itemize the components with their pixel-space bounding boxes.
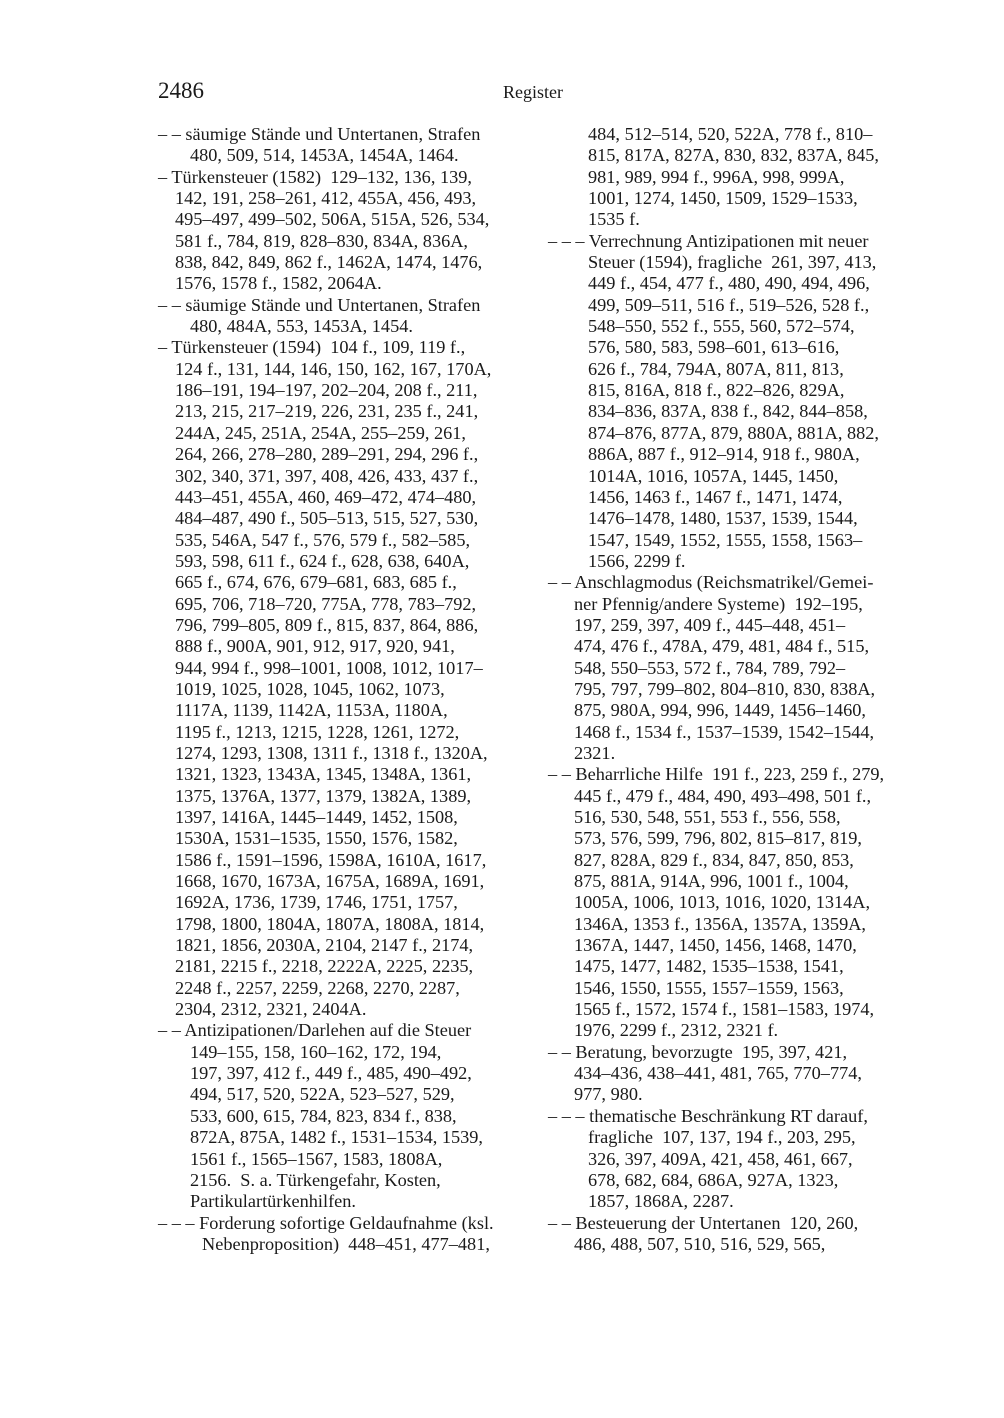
index-entry-line: 695, 706, 718–720, 775A, 778, 783–792,	[175, 593, 477, 614]
index-entry-line: 1468 f., 1534 f., 1537–1539, 1542–1544,	[574, 721, 875, 742]
index-entry-line: 665 f., 674, 676, 679–681, 683, 685 f.,	[175, 572, 457, 593]
index-entry-line: 1195 f., 1213, 1215, 1228, 1261, 1272,	[175, 721, 460, 742]
index-entry-head: – – Beratung, bevorzugte 195, 397, 421,	[548, 1041, 848, 1062]
index-entry-line: 484, 512–514, 520, 522A, 778 f., 810–	[588, 124, 873, 144]
index-entry-line: 1692A, 1736, 1739, 1746, 1751, 1757,	[175, 892, 458, 913]
index-entry-line: 548–550, 552 f., 555, 560, 572–574,	[588, 316, 855, 337]
index-entry-head: – – Beharrliche Hilfe 191 f., 223, 259 f., 279,	[548, 764, 885, 785]
index-entry-line: 834–836, 837A, 838 f., 842, 844–858,	[588, 401, 868, 422]
index-entry-line: 1476–1478, 1480, 1537, 1539, 1544,	[588, 508, 858, 529]
index-entry-line: 1346A, 1353 f., 1356A, 1357A, 1359A,	[574, 913, 866, 934]
index-entry-line: 1576, 1578 f., 1582, 2064A.	[175, 273, 382, 294]
index-entry-line: 1857, 1868A, 2287.	[588, 1191, 734, 1212]
index-entry-line: 1561 f., 1565–1567, 1583, 1808A,	[190, 1148, 443, 1169]
index-entry-line: 548, 550–553, 572 f., 784, 789, 792–	[574, 657, 846, 678]
index-entry-line: 1367A, 1447, 1450, 1456, 1468, 1470,	[574, 935, 857, 956]
index-entry-head: – – – Forderung sofortige Geldaufnahme (ksl.	[158, 1212, 494, 1233]
index-entry-line: 875, 881A, 914A, 996, 1001 f., 1004,	[574, 871, 849, 892]
index-entry-line: 1117A, 1139, 1142A, 1153A, 1180A,	[175, 700, 448, 721]
index-entry-line: 186–191, 194–197, 202–204, 208 f., 211,	[175, 380, 478, 401]
index-entry-line: 576, 580, 583, 598–601, 613–616,	[588, 337, 840, 358]
index-entry-line: 872A, 875A, 1482 f., 1531–1534, 1539,	[190, 1127, 483, 1148]
index-entry-line: 1014A, 1016, 1057A, 1445, 1450,	[588, 465, 839, 486]
index-entry-line: 197, 259, 397, 409 f., 445–448, 451–	[574, 614, 846, 635]
index-entry-line: 244A, 245, 251A, 254A, 255–259, 261,	[175, 422, 466, 443]
index-entry-line: 499, 509–511, 516 f., 519–526, 528 f.,	[588, 294, 870, 315]
index-entry-line: 516, 530, 548, 551, 553 f., 556, 558,	[574, 807, 841, 827]
index-entry-line: 1274, 1293, 1308, 1311 f., 1318 f., 1320A,	[175, 742, 488, 763]
index-entry-line: 1565 f., 1572, 1574 f., 1581–1583, 1974,	[574, 999, 875, 1020]
index-entry-line: 1668, 1670, 1673A, 1675A, 1689A, 1691,	[175, 871, 485, 892]
index-entry-line: 1547, 1549, 1552, 1555, 1558, 1563–	[588, 529, 863, 550]
index-entry-line: 445 f., 479 f., 484, 490, 493–498, 501 f.,	[574, 785, 872, 806]
index-entry-line: 796, 799–805, 809 f., 815, 837, 864, 886,	[175, 614, 479, 635]
index-entry-line: 1375, 1376A, 1377, 1379, 1382A, 1389,	[175, 785, 472, 806]
index-entry-line: 795, 797, 799–802, 804–810, 830, 838A,	[574, 678, 876, 699]
index-entry-line: 886A, 887 f., 912–914, 918 f., 980A,	[588, 444, 860, 465]
index-entry-line: 678, 682, 684, 686A, 927A, 1323,	[588, 1169, 839, 1190]
index-entry-line: 1321, 1323, 1343A, 1345, 1348A, 1361,	[175, 764, 472, 785]
index-entry-line: 494, 517, 520, 522A, 523–527, 529,	[190, 1084, 455, 1105]
index-entry-line: 326, 397, 409A, 421, 458, 461, 667,	[588, 1148, 853, 1169]
index-entry-line: 535, 546A, 547 f., 576, 579 f., 582–585,	[175, 529, 471, 550]
index-entry-line: 533, 600, 615, 784, 823, 834 f., 838,	[190, 1105, 457, 1126]
index-entry-line: 981, 989, 994 f., 996A, 998, 999A,	[588, 166, 845, 187]
index-entry-line: 1821, 1856, 2030A, 2104, 2147 f., 2174,	[175, 935, 474, 956]
index-entry-line: Partikulartürkenhilfen.	[190, 1191, 357, 1212]
index-entry-line: 1976, 2299 f., 2312, 2321 f.	[574, 1020, 779, 1041]
index-entry-line: 495–497, 499–502, 506A, 515A, 526, 534,	[175, 209, 490, 230]
index-entry-line: 944, 994 f., 998–1001, 1008, 1012, 1017–	[175, 657, 483, 678]
index-entry-line: 838, 842, 849, 862 f., 1462A, 1474, 1476,	[175, 252, 483, 273]
index-entry-line: 434–436, 438–441, 481, 765, 770–774,	[574, 1063, 862, 1084]
index-entry-line: 480, 509, 514, 1453A, 1454A, 1464.	[190, 145, 459, 166]
index-entry-line: 197, 397, 412 f., 449 f., 485, 490–492,	[190, 1063, 472, 1084]
index-entry-line: 2304, 2312, 2321, 2404A.	[175, 999, 367, 1020]
index-entry-line: 449 f., 454, 477 f., 480, 490, 494, 496,	[588, 273, 870, 294]
index-entry-line: 1397, 1416A, 1445–1449, 1452, 1508,	[175, 807, 458, 827]
index-entry-line: 1019, 1025, 1028, 1045, 1062, 1073,	[175, 678, 445, 699]
index-entry-line: Nebenproposition) 448–451, 477–481,	[202, 1233, 490, 1254]
index-entry-line: 486, 488, 507, 510, 516, 529, 565,	[574, 1233, 826, 1254]
index-entry-line: Steuer (1594), fragliche 261, 397, 413,	[588, 252, 877, 273]
index-entry-line: 484–487, 490 f., 505–513, 515, 527, 530,	[175, 508, 479, 529]
index-entry-line: 1530A, 1531–1535, 1550, 1576, 1582,	[175, 828, 458, 849]
index-entry-line: 874–876, 877A, 879, 880A, 881A, 882,	[588, 422, 879, 443]
index-entry-head: – – Antizipationen/Darlehen auf die Steuer	[158, 1020, 472, 1041]
index-entry-line: 875, 980A, 994, 996, 1449, 1456–1460,	[574, 700, 866, 721]
index-entry-line: 815, 816A, 818 f., 822–826, 829A,	[588, 380, 845, 401]
index-entry-line: ner Pfennig/andere Systeme) 192–195,	[574, 593, 863, 614]
index-entry-line: 1798, 1800, 1804A, 1807A, 1808A, 1814,	[175, 913, 485, 934]
index-entry-head: – – – thematische Beschränkung RT darauf,	[548, 1105, 868, 1126]
index-entry-line: 1456, 1463 f., 1467 f., 1471, 1474,	[588, 486, 843, 507]
index-entry-line: 977, 980.	[574, 1084, 643, 1105]
index-entry-line: 264, 266, 278–280, 289–291, 294, 296 f.,	[175, 444, 479, 465]
index-entry-line: 827, 828A, 829 f., 834, 847, 850, 853,	[574, 849, 854, 870]
index-entry-line: 213, 215, 217–219, 226, 231, 235 f., 241,	[175, 401, 479, 422]
index-entry-line: 888 f., 900A, 901, 912, 917, 920, 941,	[175, 636, 455, 657]
index-entry-head: – – Besteuerung der Untertanen 120, 260,	[548, 1212, 859, 1233]
index-entry-line: 2321.	[574, 742, 616, 763]
running-head: Register	[503, 82, 563, 102]
index-entry-line: 142, 191, 258–261, 412, 455A, 456, 493,	[175, 188, 477, 209]
index-entry-line: 149–155, 158, 160–162, 172, 194,	[190, 1041, 442, 1062]
index-entry-line: 1535 f.	[588, 209, 640, 230]
index-entry-line: 443–451, 455A, 460, 469–472, 474–480,	[175, 486, 477, 507]
index-entry-line: 1475, 1477, 1482, 1535–1538, 1541,	[574, 956, 844, 977]
index-entry-line: 581 f., 784, 819, 828–830, 834A, 836A,	[175, 230, 468, 251]
index-entry-head: – – säumige Stände und Untertanen, Strafen	[158, 124, 481, 144]
index-entry-line: 480, 484A, 553, 1453A, 1454.	[190, 316, 413, 337]
index-entry-head: – Türkensteuer (1594) 104 f., 109, 119 f.,	[158, 337, 466, 358]
index-entry-head: – – Anschlagmodus (Reichsmatrikel/Gemei-	[548, 572, 874, 593]
index-entry-head: – Türkensteuer (1582) 129–132, 136, 139,	[158, 166, 472, 187]
index-entry-line: fragliche 107, 137, 194 f., 203, 295,	[588, 1127, 856, 1148]
index-entry-line: 1566, 2299 f.	[588, 550, 686, 571]
index-entry-line: 1001, 1274, 1450, 1509, 1529–1533,	[588, 188, 858, 209]
index-entry-line: 2248 f., 2257, 2259, 2268, 2270, 2287,	[175, 977, 460, 998]
page-number: 2486	[158, 78, 204, 103]
index-entry-line: 1586 f., 1591–1596, 1598A, 1610A, 1617,	[175, 849, 487, 870]
index-entry-line: 302, 340, 371, 397, 408, 426, 433, 437 f.,	[175, 465, 479, 486]
index-entry-line: 2181, 2215 f., 2218, 2222A, 2225, 2235,	[175, 956, 474, 977]
index-entry-line: 593, 598, 611 f., 624 f., 628, 638, 640A,	[175, 550, 470, 571]
index-entry-line: 474, 476 f., 478A, 479, 481, 484 f., 515,	[574, 636, 870, 657]
index-entry-line: 124 f., 131, 144, 146, 150, 162, 167, 170A,	[175, 358, 492, 379]
index-entry-head: – – – Verrechnung Antizipationen mit neuer	[548, 230, 869, 251]
index-entry-line: 1005A, 1006, 1013, 1016, 1020, 1314A,	[574, 892, 871, 913]
index-column-right	[548, 124, 928, 1255]
index-entry-line: 573, 576, 599, 796, 802, 815–817, 819,	[574, 828, 862, 849]
index-entry-line: 626 f., 784, 794A, 807A, 811, 813,	[588, 358, 844, 379]
index-entry-head: – – säumige Stände und Untertanen, Strafen	[158, 294, 481, 315]
index-entry-line: 815, 817A, 827A, 830, 832, 837A, 845,	[588, 145, 879, 166]
index-entry-line: 2156. S. a. Türkengefahr, Kosten,	[190, 1169, 441, 1190]
index-column-left	[158, 124, 538, 1255]
index-entry-line: 1546, 1550, 1555, 1557–1559, 1563,	[574, 977, 844, 998]
